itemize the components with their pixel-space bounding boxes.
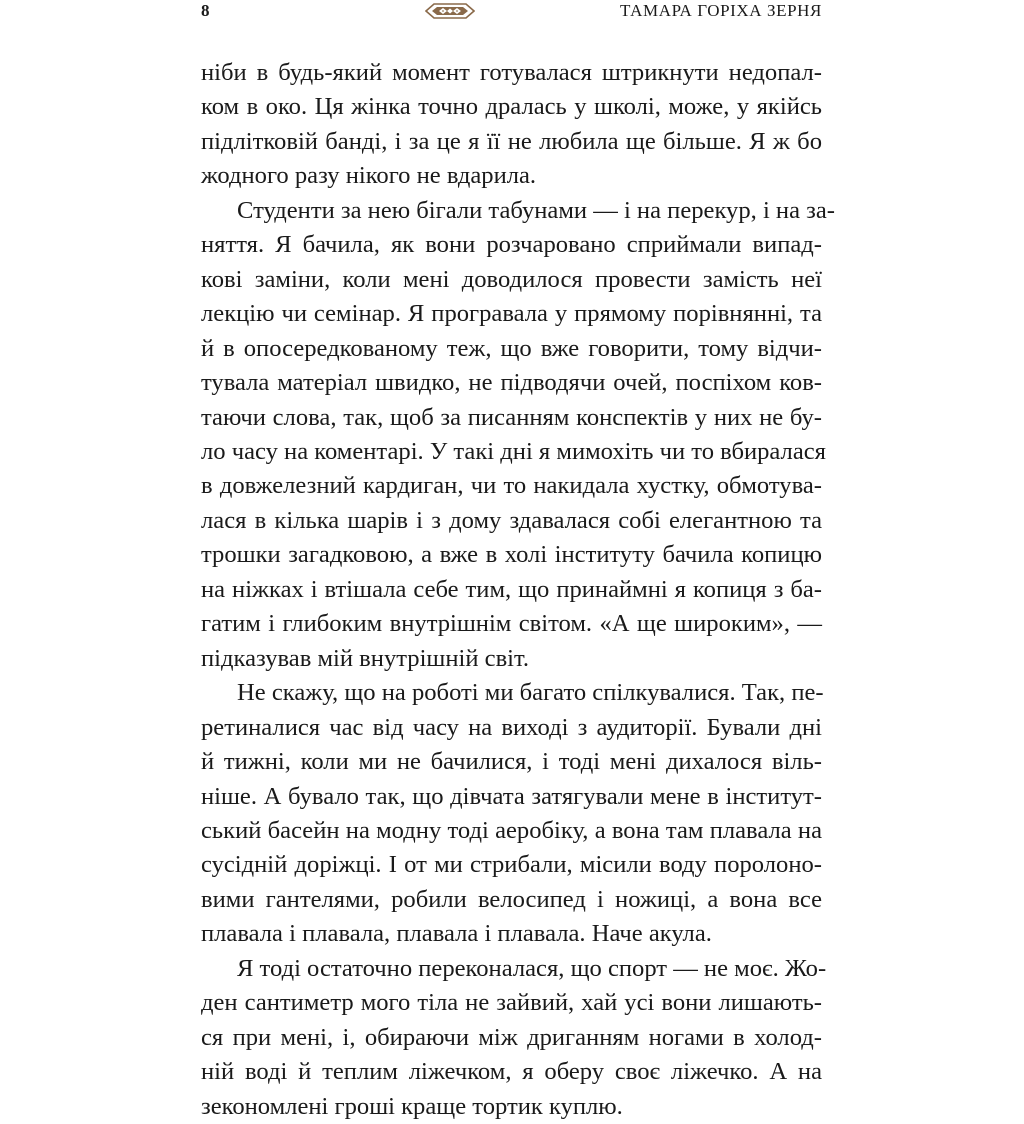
text-line: зекономлені гроші краще тортик куплю. — [201, 1092, 623, 1120]
text-line: тувала матеріал швидко, не підводячи очей, поспіхом ков- — [201, 369, 822, 397]
text-line: підказував мій внутрішній світ. — [201, 644, 530, 672]
text-line: ком в око. Ця жінка точно дралась у школі, може, у якійсь — [201, 93, 822, 121]
text-line: на ніжках і втішала себе тим, що принаймні я копиця з ба- — [201, 575, 822, 603]
text-line: ретиналися час від часу на виході з аудиторії. Бували дні — [201, 713, 822, 741]
text-line: ній воді й теплим ліжечком, я оберу своє ліжечко. А на — [201, 1058, 822, 1086]
text-line: Студенти за нею бігали табунами — і на перекур, і на за- — [237, 196, 835, 224]
text-line: в довжелезний кардиган, чи то накидала хустку, обмотува- — [201, 472, 822, 500]
text-line: Я тоді остаточно переконалася, що спорт — не моє. Жо- — [237, 954, 827, 982]
paragraph — [201, 952, 827, 1124]
body-text — [201, 56, 835, 1124]
ornament-icon — [425, 2, 475, 20]
running-header-title: ТАМАРА ГОРІХА ЗЕРНЯ — [620, 1, 822, 20]
text-line: вими гантелями, робили велосипед і ножиці, а вона все — [201, 885, 822, 913]
text-line: гатим і глибоким внутрішнім світом. «А ще широким», — — [201, 610, 822, 638]
text-line: жодного разу нікого не вдарила. — [201, 162, 537, 190]
text-line: трошки загадковою, а вже в холі інституту бачила копицю — [201, 541, 822, 569]
text-line: підлітковій банді, і за це я її не любила ще більше. Я ж бо — [201, 127, 822, 155]
text-line: кові заміни, коли мені доводилося провести замість неї — [201, 265, 822, 293]
text-line: ніше. А бувало так, що дівчата затягували мене в інститут- — [201, 782, 822, 810]
text-line: ло часу на коментарі. У такі дні я мимохіть чи то вбиралася — [201, 437, 826, 465]
text-line: й тижні, коли ми не бачилися, і тоді мені дихалося віль- — [201, 748, 822, 776]
text-line: лася в кілька шарів і з дому здавалася собі елегантною та — [201, 506, 822, 534]
text-line: ніби в будь-який момент готувалася штрикнути недопал- — [201, 59, 822, 86]
paragraph — [201, 194, 835, 676]
text-line: ден сантиметр мого тіла не зайвий, хай усі вони лишають- — [201, 989, 822, 1017]
text-line: й в опосередкованому теж, що вже говорити, тому відчи- — [201, 334, 822, 362]
text-line: ся при мені, і, обираючи між дриганням ногами в холод- — [201, 1023, 822, 1051]
paragraph — [201, 56, 822, 194]
text-line: лекцію чи семінар. Я програвала у прямому порівнянні, та — [201, 300, 822, 328]
text-line: Не скажу, що на роботі ми багато спілкувалися. Так, пе- — [237, 679, 824, 707]
text-line: няття. Я бачила, як вони розчаровано сприймали випад- — [201, 231, 822, 259]
paragraph — [201, 676, 822, 952]
page-number: 8 — [201, 1, 210, 20]
text-line: сусідній доріжці. І от ми стрибали, місили воду поролоно- — [201, 851, 822, 879]
text-line: ський басейн на модну тоді аеробіку, а вона там плавала на — [201, 816, 822, 844]
text-line: плавала і плавала, плавала і плавала. Наче акула. — [201, 920, 712, 948]
text-line: таючи слова, так, щоб за писанням конспектів у них не бу- — [201, 403, 822, 431]
page-header — [201, 0, 822, 22]
